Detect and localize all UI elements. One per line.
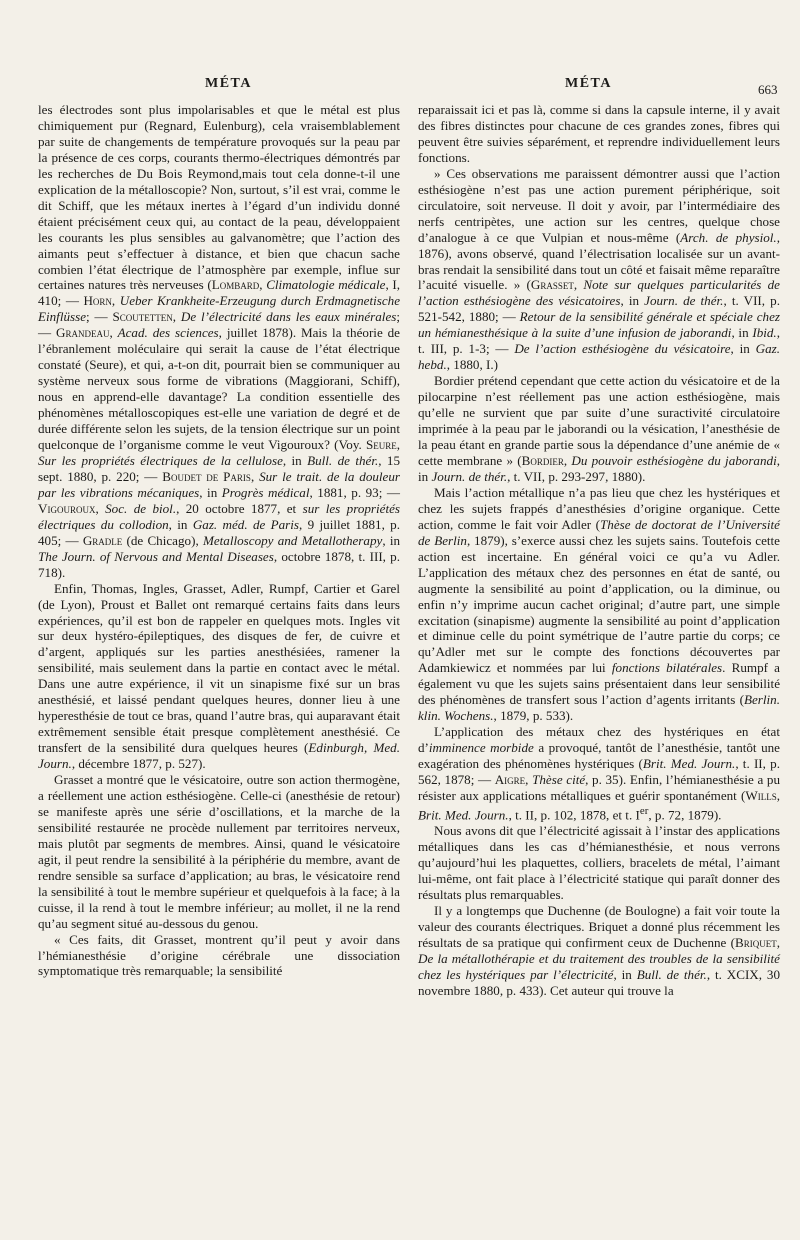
running-head-left: MÉTA: [205, 76, 252, 91]
paragraph: Grasset a montré que le vésicatoire, outre son action thermogène, a réellement une action esthésiogène. Celle-ci (anesthésie de retour) se manifeste après une série d’oscillations, et la marche de la sensibilité restaurée ne procède nullement par territoires nerveux, mais plutôt par segments de membres. Ainsi, quand le vésicatoire agit, il peut rendre la sensibilité à la périphérie du membre, avant de rendre sensible sa surface d’application; au bras, le vésicatoire rend la sensibilité à tout le membre supérieur et quelquefois à la face; à la cuisse, il la rend à tout le membre inférieur; au mollet, il ne la rend qu’au segment situé au-dessous du genou.: [38, 772, 400, 931]
page-number: 663: [758, 82, 778, 97]
paragraph: Mais l’action métallique n’a pas lieu que chez les hystériques et chez les sujets frappés d’anesthésies d’origine organique. Cette action, comme le fait voir Adler (Thèse de doctorat de l’Université de Berlin, 1879), s’exerce aussi chez les sujets sains. Toutefois cette action est incertaine. En général voici ce qu’a vu Adler. L’application des métaux chez des personnes en état de santé, ou augmente la sensibilité au point d’application, ou la diminue, ou enfin n’y imprime aucun cachet original; d’autre part, une simple excitation (sinapisme) augmente la sensibilité au point d’application et diminue celle du point symétrique de l’autre partie du corps; ce qu’Adler met sur le compte des fonctions découvertes par Adamkiewicz et nommées par lui fonctions bilatérales. Rumpf a également vu que les sujets sains présentaient dans leur sensibilité des phénomènes de transfert sous l’action d’agents irritants (Berlin. klin. Wochens., 1879, p. 533).: [418, 484, 780, 724]
running-head-right: MÉTA: [565, 76, 612, 91]
paragraph: « Ces faits, dit Grasset, montrent qu’il peut y avoir dans l’hémianesthésie d’origine cérébrale une dissociation symptomatique très remarquable; la sensibilité: [38, 931, 400, 979]
paragraph: reparaissait ici et pas là, comme si dans la capsule interne, il y avait des fibres distinctes pour chacune de ces grandes zones, fibres qui peuvent être suivies séparément, et reprendre individuellement leurs fonctions.: [418, 102, 780, 165]
paragraph: Nous avons dit que l’électricité agissait à l’instar des applications métalliques dans les cas d’hémianesthésie, et nous verrons qu’aujourd’hui les plaquettes, colliers, bracelets de métal, l’aimant lui-même, ont fait place à l’électricité statique qui paraît donner des résultats plus remarquables.: [418, 823, 780, 903]
paragraph: Il y a longtemps que Duchenne (de Boulogne) a fait voir toute la valeur des courants électriques. Briquet a donné plus récemment les résultats de sa pratique qui confirment ceux de Duchenne (Briquet, De la métallothérapie et du traitement des troubles de la sensibilité chez les hystériques par l’électricité, in Bull. de thér., t. XCIX, 30 novembre 1880, p. 433). Cet auteur qui trouve la: [418, 903, 781, 998]
paragraph: Enfin, Thomas, Ingles, Grasset, Adler, Rumpf, Cartier et Garel (de Lyon), Proust et Ballet ont remarqué certains faits dans leurs expériences, qu’il est bon de rappeler en quelques mots. Ingles vit sur deux hystéro-épileptiques, des disques de fer, de cuivre et d’argent, appliqués sur les parties anesthésiées, ramener la sensibilité, mais seulement dans la partie en contact avec le métal. Dans une autre expérience, il vit un sinapisme fixé sur un bras anesthésié, et laissé pendant quelques heures, donner lieu à une hyperesthésie de tout ce bras, quand l’autre bras, qui auparavant était extrêmement sensible était presque complètement anesthésié. Ce transfert de la sensibilité dura quelques heures (Edinburgh, Med. Journ., décembre 1877, p. 527).: [38, 580, 400, 772]
paragraph: Bordier prétend cependant que cette action du vésicatoire et de la pilocarpine n’est réellement pas une action esthésiogène, mais qu’elle ne survient que par suite d’une suractivité circulatoire imprimée à la peau par le jaborandi ou la vésication, l’anesthésie de la peau étant en grande partie sous la dépendance d’une anémie de « cette membrane » (Bordier, Du pouvoir esthésiogène du jaborandi, in Journ. de thér., t. VII, p. 293-297, 1880).: [418, 373, 780, 484]
paragraph: » Ces observations me paraissent démontrer aussi que l’action esthésiogène n’est pas une action purement périphérique, soit circulatoire, soit nerveuse. Il doit y avoir, par l’intermédiaire des nerfs centripètes, une action sur les centres, quelque chose d’analogue à ce que Vulpian et nous-même (Arch. de physiol., 1876), avons observé, quand l’électrisation localisée sur un avant-bras rendait la sensibilité dans tout un côté et faisait même reparaître l’acuité visuelle. » (Grasset, Note sur quelques particularités de l’action esthésiogène des vésicatoires, in Journ. de thér., t. VII, p. 521-542, 1880; — Retour de la sensibilité générale et spéciale chez un hémianesthésique à la suite d’une infusion de jaborandi, in Ibid., t. III, p. 1-3; — De l’action esthésiogène du vésicatoire, in Gaz. hebd., 1880, I.): [418, 165, 781, 373]
paragraph: les électrodes sont plus impolarisables et que le métal est plus chimiquement pur (Regnard, Eulenburg), cela vraisemblablement par suite de changements de température provoqués sur la peau par la présence de ces corps, courants thermo-électriques démontrés par les recherches de Du Bois Reymond,mais tout cela donne-t-il une explication de la métalloscopie? Non, surtout, s’il est vrai, comme le dit Schiff, que les métaux inertes à l’égard d’un individu donné étaient précisément ceux qui, au contact de la peau, développaient les courants les plus sensibles au galvanomètre; que l’action des aimants peut s’effectuer à distance, et bien que chacun sache combien l’état électrique de l’atmosphère par exemple, influe sur certaines natures très nerveuses (Lombard, Climatologie médicale, I, 410; — Horn, Ueber Krankheite-Erzeugung durch Erdmagnetische Einflüsse; — Scoutetten, De l’électricité dans les eaux minérales; — Grandeau, Acad. des sciences, juillet 1878). Mais la théorie de l’ébranlement moléculaire qui serait la cause de l’état électrique constaté (Seure), et qui, a-t-on dit, pourrait bien se communiquer au système nerveux sous forme de vibrations (Maggiorani, Schiff), nous en apprend-elle davantage? La condition essentielle des phénomènes métalloscopiques est-elle une variation de degré et de durée différente selon les sujets, de la tension électrique sur un point quelconque de l’organisme comme le veut Vigouroux? (Voy. Seure, Sur les propriétés électriques de la cellulose, in Bull. de thér., 15 sept. 1880, p. 220; — Boudet de Paris, Sur le trait. de la douleur par les vibrations mécaniques, in Progrès médical, 1881, p. 93; — Vigouroux, Soc. de biol., 20 octobre 1877, et sur les propriétés électriques du collodion, in Gaz. méd. de Paris, 9 juillet 1881, p. 405; — Gradle (de Chicago), Metalloscopy and Metallotherapy, in The Journ. of Nervous and Mental Diseases, octobre 1878, t. III, p. 718).: [38, 102, 401, 580]
right-column: [418, 102, 780, 999]
left-column: [38, 102, 400, 979]
paragraph: L’application des métaux chez des hystériques en état d’imminence morbide a provoqué, tantôt de l’anesthésie, tantôt une exagération des phénomènes hystériques (Brit. Med. Journ., t. II, p. 562, 1878; — Aigre, Thèse cité, p. 35). Enfin, l’hémianesthésie a pu résister aux applications métalliques et guérir spontanément (Wills, Brit. Med. Journ., t. II, p. 102, 1878, et t. Ier, p. 72, 1879).: [418, 724, 780, 823]
